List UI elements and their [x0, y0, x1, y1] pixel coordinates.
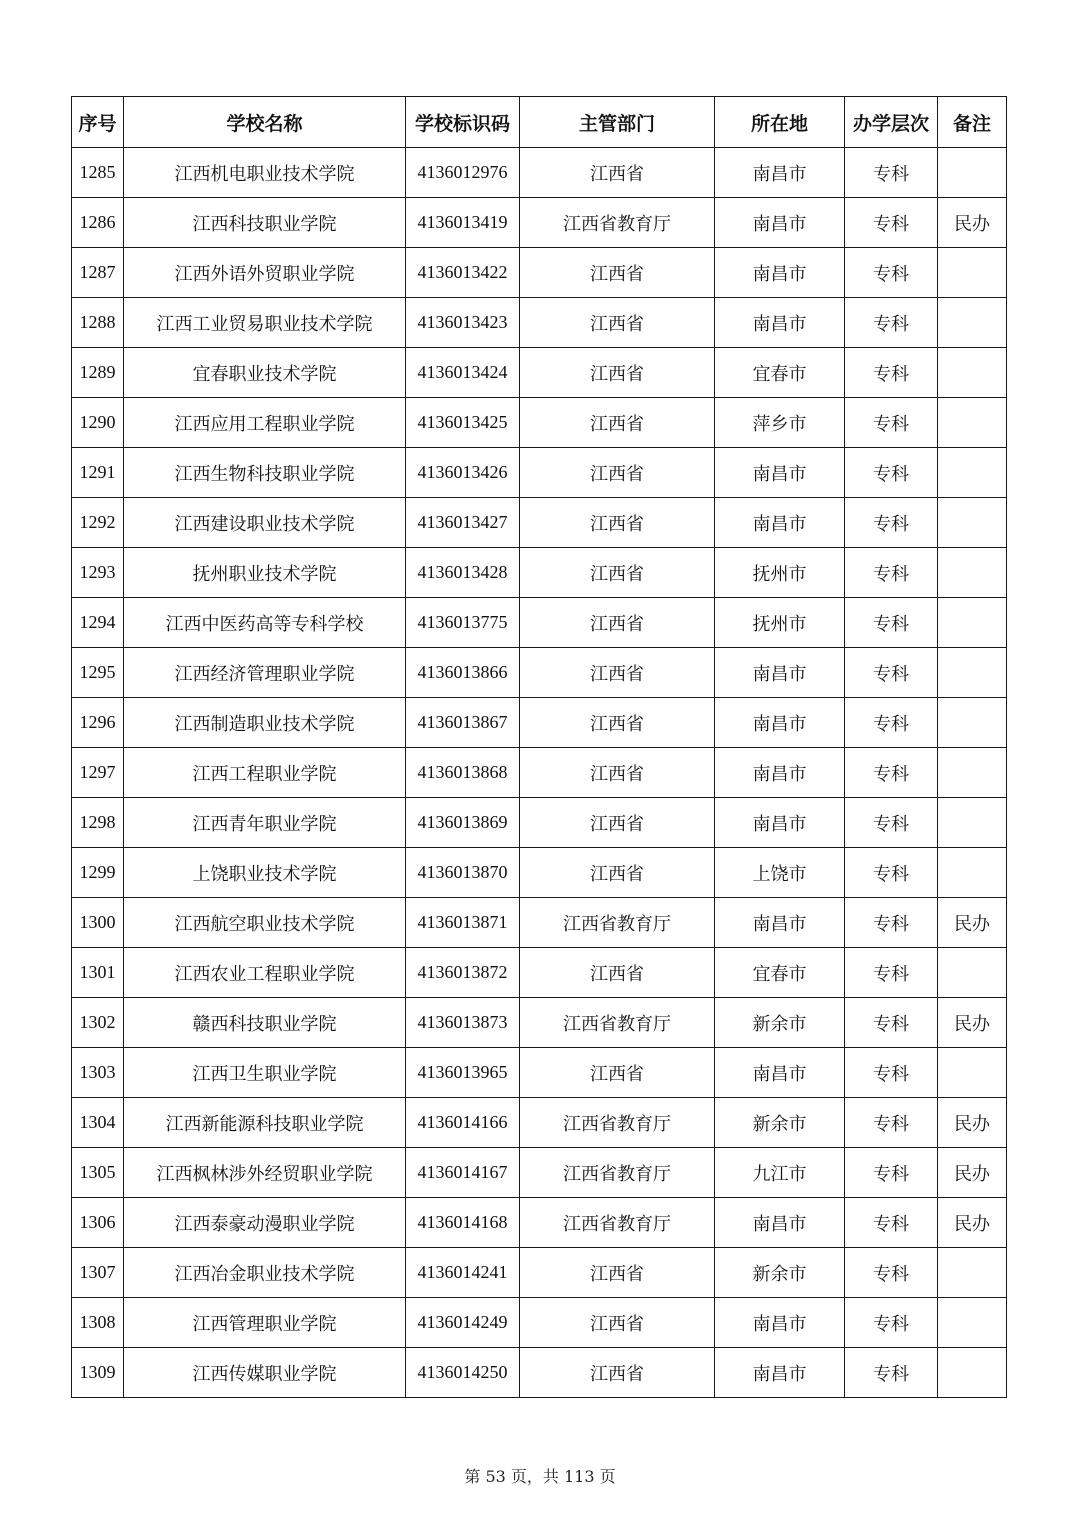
- cell-level: 专科: [845, 498, 938, 548]
- cell-level: 专科: [845, 948, 938, 998]
- cell-school-code: 4136013419: [406, 198, 520, 248]
- cell-level: 专科: [845, 348, 938, 398]
- cell-school-name: 江西建设职业技术学院: [124, 498, 406, 548]
- cell-remark: 民办: [938, 998, 1007, 1048]
- cell-school-code: 4136014168: [406, 1198, 520, 1248]
- cell-level: 专科: [845, 898, 938, 948]
- cell-school-code: 4136013867: [406, 698, 520, 748]
- cell-school-name: 江西工业贸易职业技术学院: [124, 298, 406, 348]
- school-list-table: [71, 96, 1007, 1398]
- cell-index: 1308: [72, 1298, 124, 1348]
- cell-school-code: 4136013428: [406, 548, 520, 598]
- cell-school-name: 江西经济管理职业学院: [124, 648, 406, 698]
- table-row: [72, 1048, 1007, 1098]
- cell-index: 1293: [72, 548, 124, 598]
- table-row: [72, 598, 1007, 648]
- cell-department: 江西省: [520, 1248, 715, 1298]
- cell-school-code: 4136013873: [406, 998, 520, 1048]
- cell-location: 南昌市: [715, 498, 845, 548]
- cell-index: 1306: [72, 1198, 124, 1248]
- cell-location: 宜春市: [715, 348, 845, 398]
- cell-remark: [938, 298, 1007, 348]
- cell-school-name: 江西农业工程职业学院: [124, 948, 406, 998]
- cell-remark: [938, 1048, 1007, 1098]
- cell-department: 江西省: [520, 148, 715, 198]
- cell-remark: 民办: [938, 898, 1007, 948]
- cell-index: 1305: [72, 1148, 124, 1198]
- cell-remark: [938, 948, 1007, 998]
- table-row: [72, 1198, 1007, 1248]
- cell-remark: 民办: [938, 1098, 1007, 1148]
- cell-location: 新余市: [715, 1098, 845, 1148]
- cell-school-name: 江西卫生职业学院: [124, 1048, 406, 1098]
- cell-department: 江西省: [520, 598, 715, 648]
- table-body: [72, 148, 1007, 1398]
- cell-location: 南昌市: [715, 1198, 845, 1248]
- table-header-row: [72, 97, 1007, 148]
- cell-school-code: 4136013965: [406, 1048, 520, 1098]
- cell-level: 专科: [845, 848, 938, 898]
- cell-department: 江西省: [520, 298, 715, 348]
- cell-school-name: 江西传媒职业学院: [124, 1348, 406, 1398]
- cell-remark: [938, 698, 1007, 748]
- cell-level: 专科: [845, 1098, 938, 1148]
- cell-index: 1297: [72, 748, 124, 798]
- cell-remark: [938, 1348, 1007, 1398]
- cell-department: 江西省: [520, 498, 715, 548]
- cell-school-name: 宜春职业技术学院: [124, 348, 406, 398]
- cell-index: 1309: [72, 1348, 124, 1398]
- cell-remark: [938, 548, 1007, 598]
- cell-location: 南昌市: [715, 1348, 845, 1398]
- cell-school-name: 抚州职业技术学院: [124, 548, 406, 598]
- cell-location: 抚州市: [715, 548, 845, 598]
- cell-school-name: 江西青年职业学院: [124, 798, 406, 848]
- cell-level: 专科: [845, 1298, 938, 1348]
- cell-location: 萍乡市: [715, 398, 845, 448]
- table-row: [72, 748, 1007, 798]
- cell-department: 江西省教育厅: [520, 1148, 715, 1198]
- cell-location: 南昌市: [715, 148, 845, 198]
- header-school-code: 学校标识码: [406, 97, 520, 148]
- cell-location: 南昌市: [715, 1048, 845, 1098]
- cell-school-code: 4136014241: [406, 1248, 520, 1298]
- cell-school-code: 4136013425: [406, 398, 520, 448]
- table-row: [72, 1248, 1007, 1298]
- cell-index: 1287: [72, 248, 124, 298]
- cell-remark: 民办: [938, 1148, 1007, 1198]
- cell-location: 南昌市: [715, 748, 845, 798]
- cell-location: 南昌市: [715, 248, 845, 298]
- table-row: [72, 548, 1007, 598]
- cell-school-name: 江西管理职业学院: [124, 1298, 406, 1348]
- header-school-name: 学校名称: [124, 97, 406, 148]
- table-row: [72, 998, 1007, 1048]
- cell-level: 专科: [845, 1148, 938, 1198]
- cell-school-name: 江西冶金职业技术学院: [124, 1248, 406, 1298]
- cell-location: 南昌市: [715, 798, 845, 848]
- cell-index: 1301: [72, 948, 124, 998]
- cell-remark: 民办: [938, 1198, 1007, 1248]
- cell-level: 专科: [845, 198, 938, 248]
- cell-department: 江西省: [520, 1348, 715, 1398]
- header-remark: 备注: [938, 97, 1007, 148]
- cell-remark: [938, 348, 1007, 398]
- cell-level: 专科: [845, 148, 938, 198]
- cell-remark: [938, 748, 1007, 798]
- cell-department: 江西省: [520, 548, 715, 598]
- cell-school-code: 4136013427: [406, 498, 520, 548]
- cell-school-name: 江西枫林涉外经贸职业学院: [124, 1148, 406, 1198]
- table-row: [72, 898, 1007, 948]
- cell-school-code: 4136013775: [406, 598, 520, 648]
- cell-index: 1285: [72, 148, 124, 198]
- cell-department: 江西省: [520, 1048, 715, 1098]
- cell-level: 专科: [845, 598, 938, 648]
- cell-index: 1303: [72, 1048, 124, 1098]
- cell-school-name: 江西中医药高等专科学校: [124, 598, 406, 648]
- cell-department: 江西省: [520, 448, 715, 498]
- cell-school-name: 江西机电职业技术学院: [124, 148, 406, 198]
- cell-department: 江西省: [520, 748, 715, 798]
- cell-level: 专科: [845, 648, 938, 698]
- table-row: [72, 648, 1007, 698]
- cell-index: 1290: [72, 398, 124, 448]
- cell-school-code: 4136014166: [406, 1098, 520, 1148]
- cell-department: 江西省教育厅: [520, 1098, 715, 1148]
- cell-school-code: 4136013426: [406, 448, 520, 498]
- cell-location: 南昌市: [715, 898, 845, 948]
- cell-department: 江西省教育厅: [520, 898, 715, 948]
- cell-department: 江西省: [520, 1298, 715, 1348]
- cell-index: 1298: [72, 798, 124, 848]
- cell-index: 1291: [72, 448, 124, 498]
- cell-index: 1288: [72, 298, 124, 348]
- cell-level: 专科: [845, 1048, 938, 1098]
- cell-remark: [938, 798, 1007, 848]
- cell-school-code: 4136012976: [406, 148, 520, 198]
- cell-school-code: 4136013422: [406, 248, 520, 298]
- cell-level: 专科: [845, 748, 938, 798]
- cell-remark: [938, 448, 1007, 498]
- table-row: [72, 948, 1007, 998]
- cell-level: 专科: [845, 298, 938, 348]
- cell-index: 1295: [72, 648, 124, 698]
- cell-department: 江西省教育厅: [520, 198, 715, 248]
- cell-remark: [938, 398, 1007, 448]
- cell-school-name: 江西制造职业技术学院: [124, 698, 406, 748]
- cell-index: 1304: [72, 1098, 124, 1148]
- cell-school-name: 江西科技职业学院: [124, 198, 406, 248]
- cell-remark: [938, 498, 1007, 548]
- cell-school-code: 4136014250: [406, 1348, 520, 1398]
- cell-level: 专科: [845, 548, 938, 598]
- cell-location: 九江市: [715, 1148, 845, 1198]
- cell-remark: [938, 248, 1007, 298]
- table-row: [72, 498, 1007, 548]
- cell-index: 1289: [72, 348, 124, 398]
- cell-school-name: 江西外语外贸职业学院: [124, 248, 406, 298]
- cell-location: 新余市: [715, 1248, 845, 1298]
- cell-school-name: 江西工程职业学院: [124, 748, 406, 798]
- cell-level: 专科: [845, 248, 938, 298]
- cell-location: 南昌市: [715, 648, 845, 698]
- cell-index: 1296: [72, 698, 124, 748]
- cell-school-code: 4136013870: [406, 848, 520, 898]
- cell-level: 专科: [845, 998, 938, 1048]
- cell-remark: 民办: [938, 198, 1007, 248]
- cell-location: 抚州市: [715, 598, 845, 648]
- cell-location: 南昌市: [715, 1298, 845, 1348]
- cell-school-name: 赣西科技职业学院: [124, 998, 406, 1048]
- cell-remark: [938, 148, 1007, 198]
- table-row: [72, 1098, 1007, 1148]
- cell-school-name: 江西泰豪动漫职业学院: [124, 1198, 406, 1248]
- cell-level: 专科: [845, 1348, 938, 1398]
- cell-department: 江西省教育厅: [520, 998, 715, 1048]
- table-row: [72, 398, 1007, 448]
- cell-index: 1299: [72, 848, 124, 898]
- table-row: [72, 448, 1007, 498]
- header-index: 序号: [72, 97, 124, 148]
- cell-location: 新余市: [715, 998, 845, 1048]
- table-row: [72, 798, 1007, 848]
- cell-location: 南昌市: [715, 298, 845, 348]
- table-row: [72, 298, 1007, 348]
- cell-location: 南昌市: [715, 198, 845, 248]
- cell-location: 南昌市: [715, 698, 845, 748]
- cell-location: 上饶市: [715, 848, 845, 898]
- cell-department: 江西省: [520, 948, 715, 998]
- cell-index: 1286: [72, 198, 124, 248]
- cell-department: 江西省: [520, 848, 715, 898]
- cell-school-name: 江西生物科技职业学院: [124, 448, 406, 498]
- cell-department: 江西省: [520, 248, 715, 298]
- cell-index: 1307: [72, 1248, 124, 1298]
- cell-school-code: 4136013868: [406, 748, 520, 798]
- cell-school-code: 4136013423: [406, 298, 520, 348]
- cell-school-code: 4136013869: [406, 798, 520, 848]
- cell-department: 江西省: [520, 798, 715, 848]
- cell-school-code: 4136013866: [406, 648, 520, 698]
- cell-school-name: 上饶职业技术学院: [124, 848, 406, 898]
- cell-index: 1294: [72, 598, 124, 648]
- cell-remark: [938, 1248, 1007, 1298]
- table-row: [72, 848, 1007, 898]
- cell-department: 江西省: [520, 348, 715, 398]
- table-row: [72, 1298, 1007, 1348]
- cell-department: 江西省: [520, 698, 715, 748]
- cell-location: 南昌市: [715, 448, 845, 498]
- cell-level: 专科: [845, 798, 938, 848]
- table-row: [72, 1148, 1007, 1198]
- cell-department: 江西省教育厅: [520, 1198, 715, 1248]
- cell-school-code: 4136013424: [406, 348, 520, 398]
- table-row: [72, 248, 1007, 298]
- cell-location: 宜春市: [715, 948, 845, 998]
- cell-school-code: 4136014167: [406, 1148, 520, 1198]
- cell-level: 专科: [845, 1248, 938, 1298]
- cell-level: 专科: [845, 698, 938, 748]
- table-row: [72, 348, 1007, 398]
- cell-school-name: 江西新能源科技职业学院: [124, 1098, 406, 1148]
- cell-remark: [938, 1298, 1007, 1348]
- cell-index: 1302: [72, 998, 124, 1048]
- cell-remark: [938, 848, 1007, 898]
- cell-school-name: 江西应用工程职业学院: [124, 398, 406, 448]
- header-level: 办学层次: [845, 97, 938, 148]
- cell-department: 江西省: [520, 398, 715, 448]
- cell-school-code: 4136013871: [406, 898, 520, 948]
- table-row: [72, 698, 1007, 748]
- cell-remark: [938, 648, 1007, 698]
- cell-level: 专科: [845, 448, 938, 498]
- header-location: 所在地: [715, 97, 845, 148]
- cell-school-code: 4136014249: [406, 1298, 520, 1348]
- table-row: [72, 198, 1007, 248]
- cell-level: 专科: [845, 398, 938, 448]
- cell-school-code: 4136013872: [406, 948, 520, 998]
- cell-index: 1292: [72, 498, 124, 548]
- cell-index: 1300: [72, 898, 124, 948]
- cell-school-name: 江西航空职业技术学院: [124, 898, 406, 948]
- cell-department: 江西省: [520, 648, 715, 698]
- header-department: 主管部门: [520, 97, 715, 148]
- cell-level: 专科: [845, 1198, 938, 1248]
- page-footer: 第 53 页，共 113 页: [464, 1467, 616, 1486]
- table-row: [72, 148, 1007, 198]
- cell-remark: [938, 598, 1007, 648]
- table-row: [72, 1348, 1007, 1398]
